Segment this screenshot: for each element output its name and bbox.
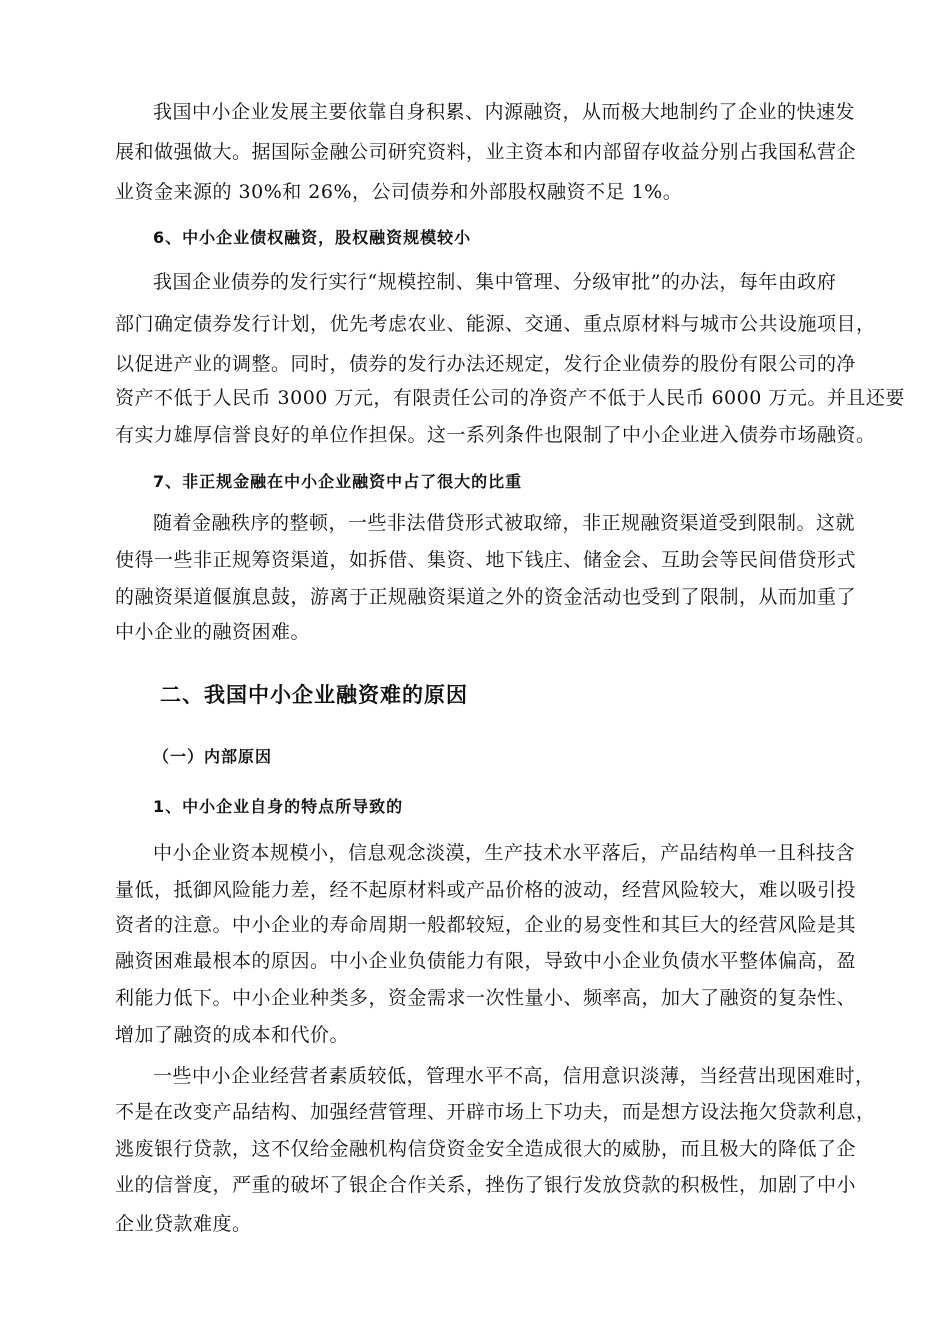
paragraph-line: 有实力雄厚信誉良好的单位作担保。这一系列条件也限制了中小企业进入债券市场融资。 [115, 424, 876, 446]
subheading-6: 6、中小企业债权融资，股权融资规模较小 [153, 228, 472, 247]
paragraph-line: 中小企业的融资困难。 [115, 621, 311, 643]
paragraph-line: 中小企业资本规模小，信息观念淡漠，生产技术水平落后，产品结构单一且科技含 [153, 842, 856, 864]
paragraph-line: 展和做强做大。据国际金融公司研究资料，业主资本和内部留存收益分别占我国私营企 [115, 141, 857, 163]
paragraph-line: 部门确定债券发行计划，优先考虑农业、能源、交通、重点原材料与城市公共设施项目， [115, 313, 876, 335]
paragraph-line: 以促进产业的调整。同时，债券的发行办法还规定，发行企业债券的股份有限公司的净 [115, 353, 857, 375]
paragraph-line: 一些中小企业经营者素质较低，管理水平不高，信用意识淡薄，当经营出现困难时， [153, 1065, 875, 1087]
subsection-heading: （一）内部原因 [153, 747, 273, 766]
section-heading: 二、我国中小企业融资难的原因 [160, 683, 468, 707]
paragraph-line: 业的信誉度，严重的破坏了银企合作关系，挫伤了银行发放贷款的积极性，加剧了中小 [115, 1174, 857, 1196]
paragraph-line: 资者的注意。中小企业的寿命周期一般都较短，企业的易变性和其巨大的经营风险是其 [115, 914, 857, 936]
paragraph-line: 我国中小企业发展主要依靠自身积累、内源融资，从而极大地制约了企业的快速发 [153, 101, 856, 123]
paragraph-line: 随着金融秩序的整顿，一些非法借贷形式被取缔，非正规融资渠道受到限制。这就 [153, 512, 856, 534]
paragraph-line: 使得一些非正规筹资渠道，如拆借、集资、地下钱庄、储金会、互助会等民间借贷形式 [115, 549, 857, 571]
paragraph-line: 业资金来源的 30%和 26%，公司债券和外部股权融资不足 1%。 [115, 181, 683, 203]
paragraph-line: 逃废银行贷款，这不仅给金融机构信贷资金安全造成很大的威胁，而且极大的降低了企 [115, 1138, 857, 1160]
subheading-7: 7、非正规金融在中小企业融资中占了很大的比重 [153, 472, 523, 491]
subheading-1: 1、中小企业自身的特点所导致的 [153, 797, 404, 816]
paragraph-line: 融资困难最根本的原因。中小企业负债能力有限，导致中小企业负债水平整体偏高，盈 [115, 950, 857, 972]
paragraph-line: 我国企业债券的发行实行“规模控制、集中管理、分级审批”的办法，每年由政府 [153, 271, 837, 293]
paragraph-line: 量低，抵御风险能力差，经不起原材料或产品价格的波动，经营风险较大，难以吸引投 [115, 879, 857, 901]
paragraph-line: 增加了融资的成本和代价。 [115, 1024, 350, 1046]
paragraph-line: 企业贷款难度。 [115, 1213, 252, 1235]
paragraph-line: 不是在改变产品结构、加强经营管理、开辟市场上下功夫，而是想方设法拖欠贷款利息， [115, 1101, 876, 1123]
paragraph-line: 资产不低于人民币 3000 万元，有限责任公司的净资产不低于人民币 6000 万元。并且还要 [115, 387, 905, 409]
paragraph-line: 利能力低下。中小企业种类多，资金需求一次性量小、频率高，加大了融资的复杂性、 [115, 987, 857, 1009]
paragraph-line: 的融资渠道偃旗息鼓，游离于正规融资渠道之外的资金活动也受到了限制，从而加重了 [115, 586, 857, 608]
